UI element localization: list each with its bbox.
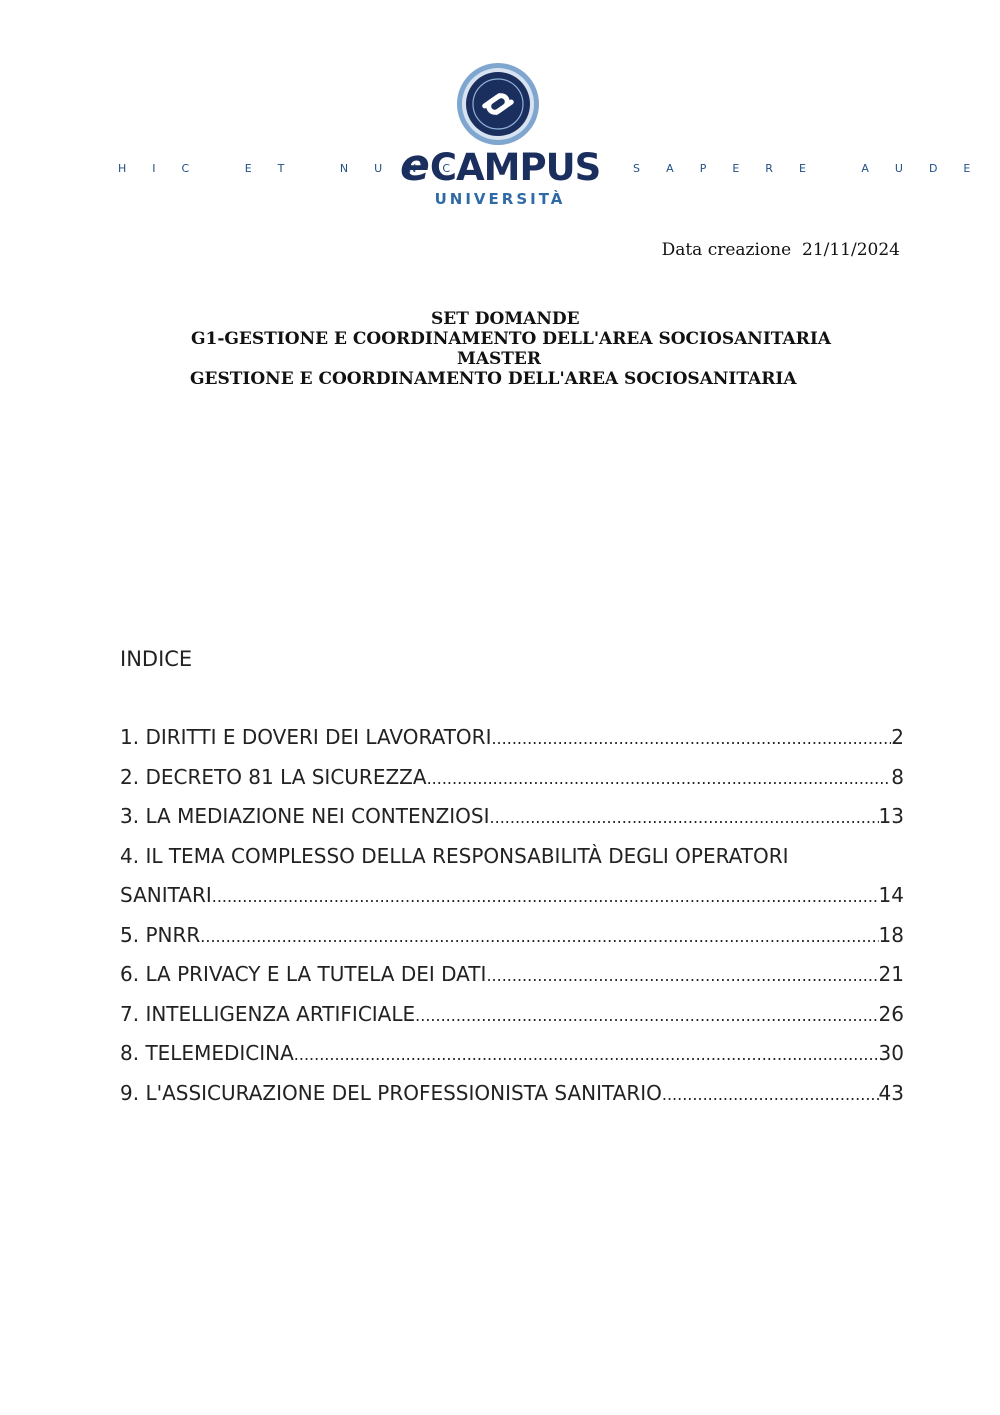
toc-entry[interactable] bbox=[120, 1081, 904, 1121]
creation-date: Data creazione 21/11/2024 bbox=[661, 240, 900, 260]
toc-page-number: 26 bbox=[878, 1001, 904, 1026]
toc-page-number: 14 bbox=[878, 883, 904, 907]
toc-heading: INDICE bbox=[120, 647, 193, 671]
toc-page-number: 8 bbox=[891, 764, 904, 789]
toc-page-number: 43 bbox=[878, 1080, 904, 1105]
title-line-1: SET DOMANDE bbox=[431, 309, 580, 329]
brand-subtitle: UNIVERSITÀ bbox=[434, 190, 566, 208]
toc-page-number: 13 bbox=[878, 804, 904, 828]
university-seal-logo bbox=[456, 62, 540, 146]
toc-entry-text: 5. PNRR bbox=[120, 922, 201, 947]
toc-leader bbox=[490, 808, 879, 827]
motto-right: SAPERE AUDE bbox=[633, 162, 997, 175]
toc-entry-text: 2. DECRETO 81 LA SICUREZZA bbox=[120, 764, 427, 789]
toc-entry-text: 8. TELEMEDICINA bbox=[120, 1041, 294, 1065]
toc-entry[interactable] bbox=[120, 962, 904, 1002]
toc-page-number: 30 bbox=[878, 1041, 904, 1065]
document-titles bbox=[100, 309, 915, 389]
toc-entry[interactable] bbox=[120, 765, 904, 805]
toc-entry-text: 1. DIRITTI E DOVERI DEI LAVORATORI bbox=[120, 725, 492, 749]
toc-entry-text-line1: 4. IL TEMA COMPLESSO DELLA RESPONSABILITÀ DEGLI OPERATORI bbox=[120, 843, 789, 868]
toc-entry[interactable] bbox=[120, 725, 904, 765]
toc-leader bbox=[415, 1006, 878, 1025]
title-line-4: GESTIONE E COORDINAMENTO DELL'AREA SOCIOSANITARIA bbox=[190, 369, 797, 389]
toc-entry[interactable] bbox=[120, 1002, 904, 1042]
toc-leader bbox=[486, 966, 878, 985]
toc-leader bbox=[427, 769, 892, 788]
toc-leader bbox=[491, 729, 891, 748]
motto-left: HIC ET NUNC bbox=[118, 162, 477, 175]
title-line-3: MASTER bbox=[457, 349, 542, 369]
toc-entry-text: 9. L'ASSICURAZIONE DEL PROFESSIONISTA SANITARIO bbox=[120, 1080, 662, 1105]
toc-entry[interactable] bbox=[120, 804, 904, 844]
toc-entry-text: SANITARI bbox=[120, 883, 212, 907]
toc-entry[interactable] bbox=[120, 923, 904, 963]
toc-entry-text: 6. LA PRIVACY E LA TUTELA DEI DATI bbox=[120, 962, 487, 986]
toc-entry-text: 7. INTELLIGENZA ARTIFICIALE bbox=[120, 1001, 416, 1026]
toc-entry[interactable] bbox=[120, 1041, 904, 1081]
toc-page-number: 18 bbox=[878, 922, 904, 947]
table-of-contents bbox=[120, 725, 904, 1120]
toc-leader bbox=[662, 1085, 879, 1104]
toc-page-number: 2 bbox=[891, 725, 904, 749]
brand-e: e bbox=[400, 140, 429, 191]
toc-entry-text: 3. LA MEDIAZIONE NEI CONTENZIOSI bbox=[120, 804, 490, 828]
title-line-2: G1-GESTIONE E COORDINAMENTO DELL'AREA SOCIOSANITARIA bbox=[191, 329, 831, 349]
toc-entry[interactable] bbox=[120, 844, 904, 923]
brand-name: CAMPUS bbox=[429, 146, 601, 189]
brand-wordmark bbox=[400, 140, 601, 191]
toc-leader bbox=[212, 887, 879, 906]
toc-page-number: 21 bbox=[878, 962, 904, 986]
toc-leader bbox=[200, 927, 878, 946]
toc-leader bbox=[294, 1045, 879, 1064]
